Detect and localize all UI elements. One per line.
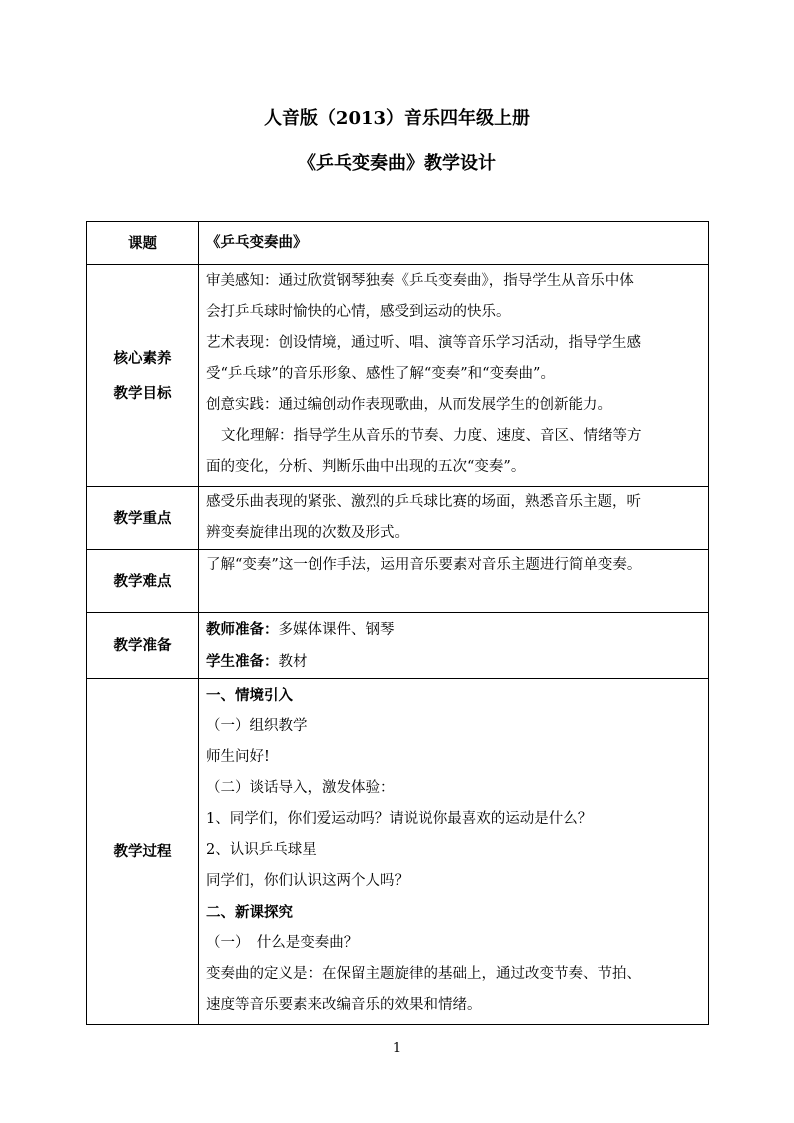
teacher-preparation bbox=[206, 614, 704, 646]
goals-line: 创意实践：通过编创动作表现歌曲，从而发展学生的创新能力。 bbox=[206, 397, 612, 413]
student-preparation-value: 教材 bbox=[278, 654, 308, 670]
goals-content bbox=[199, 265, 709, 487]
goals-label-line1: 核心素养 bbox=[113, 349, 172, 367]
page-number: 1 bbox=[392, 1041, 402, 1056]
goals-label bbox=[87, 265, 199, 487]
goals-line: 会打乒乓球时愉快的心情，感受到运动的快乐。 bbox=[206, 304, 511, 320]
process-line: 速度等音乐要素来改编音乐的效果和情绪。 bbox=[206, 997, 482, 1013]
goals-line: 文化理解：指导学生从音乐的节奏、力度、速度、音区、情绪等方 bbox=[221, 428, 642, 444]
document-subtitle: 《乒乓变奏曲》教学设计 bbox=[298, 153, 496, 174]
process-heading: 二、新课探究 bbox=[206, 904, 293, 921]
process-line: （二）谈话导入，激发体验： bbox=[206, 780, 395, 796]
lesson-plan-table bbox=[86, 221, 709, 1025]
process-line: （一）组织教学 bbox=[206, 718, 308, 734]
process-line: 变奏曲的定义是：在保留主题旋律的基础上，通过改变节奏、节拍、 bbox=[206, 966, 641, 982]
key-points-line: 感受乐曲表现的紧张、激烈的乒乓球比赛的场面，熟悉音乐主题，听 bbox=[206, 494, 641, 510]
preparation-label: 教学准备 bbox=[87, 613, 199, 679]
process-line: 师生问好! bbox=[206, 749, 270, 765]
student-preparation bbox=[206, 646, 704, 678]
process-label: 教学过程 bbox=[87, 679, 199, 1025]
table-row-topic bbox=[87, 222, 709, 265]
teacher-preparation-label: 教师准备： bbox=[206, 621, 279, 638]
process-line: 2、认识乒乓球星 bbox=[206, 842, 317, 858]
key-points-label: 教学重点 bbox=[87, 487, 199, 550]
table-row-process bbox=[87, 679, 709, 1025]
document-title: 人音版（2013）音乐四年级上册 bbox=[263, 108, 531, 129]
goals-line: 审美感知：通过欣赏钢琴独奏《乒乓变奏曲》，指导学生从音乐中体 bbox=[206, 273, 634, 289]
table-row-goals bbox=[87, 265, 709, 487]
process-heading: 一、情境引入 bbox=[206, 687, 293, 704]
difficulties-content bbox=[199, 550, 709, 613]
table-row-difficulties bbox=[87, 550, 709, 613]
process-line: 同学们，你们认识这两个人吗？ bbox=[206, 873, 409, 889]
goals-line: 面的变化，分析、判断乐曲中出现的五次“变奏”。 bbox=[206, 459, 526, 475]
topic-text: 《乒乓变奏曲》 bbox=[206, 234, 308, 251]
key-points-line: 辨变奏旋律出现的次数及形式。 bbox=[206, 525, 409, 541]
table-row-preparation bbox=[87, 613, 709, 679]
topic-label: 课题 bbox=[87, 222, 199, 265]
process-line: 1、同学们，你们爱运动吗？请说说你最喜欢的运动是什么？ bbox=[206, 811, 593, 827]
goals-line: 受“乒乓球”的音乐形象、感性了解“变奏”和“变奏曲”。 bbox=[206, 366, 555, 382]
difficulties-label: 教学难点 bbox=[87, 550, 199, 613]
table-row-key-points bbox=[87, 487, 709, 550]
preparation-content bbox=[199, 613, 709, 679]
key-points-content bbox=[199, 487, 709, 550]
goals-line: 艺术表现：创设情境，通过听、唱、演等音乐学习活动，指导学生感 bbox=[206, 335, 641, 351]
difficulties-line: 了解“变奏”这一创作手法，运用音乐要素对音乐主题进行简单变奏。 bbox=[206, 557, 642, 573]
topic-value bbox=[199, 222, 709, 265]
process-line: （一） 什么是变奏曲？ bbox=[206, 935, 359, 951]
goals-label-line2: 教学目标 bbox=[113, 384, 172, 402]
teacher-preparation-value: 多媒体课件、钢琴 bbox=[278, 622, 395, 638]
process-content bbox=[199, 679, 709, 1025]
student-preparation-label: 学生准备： bbox=[206, 653, 279, 670]
